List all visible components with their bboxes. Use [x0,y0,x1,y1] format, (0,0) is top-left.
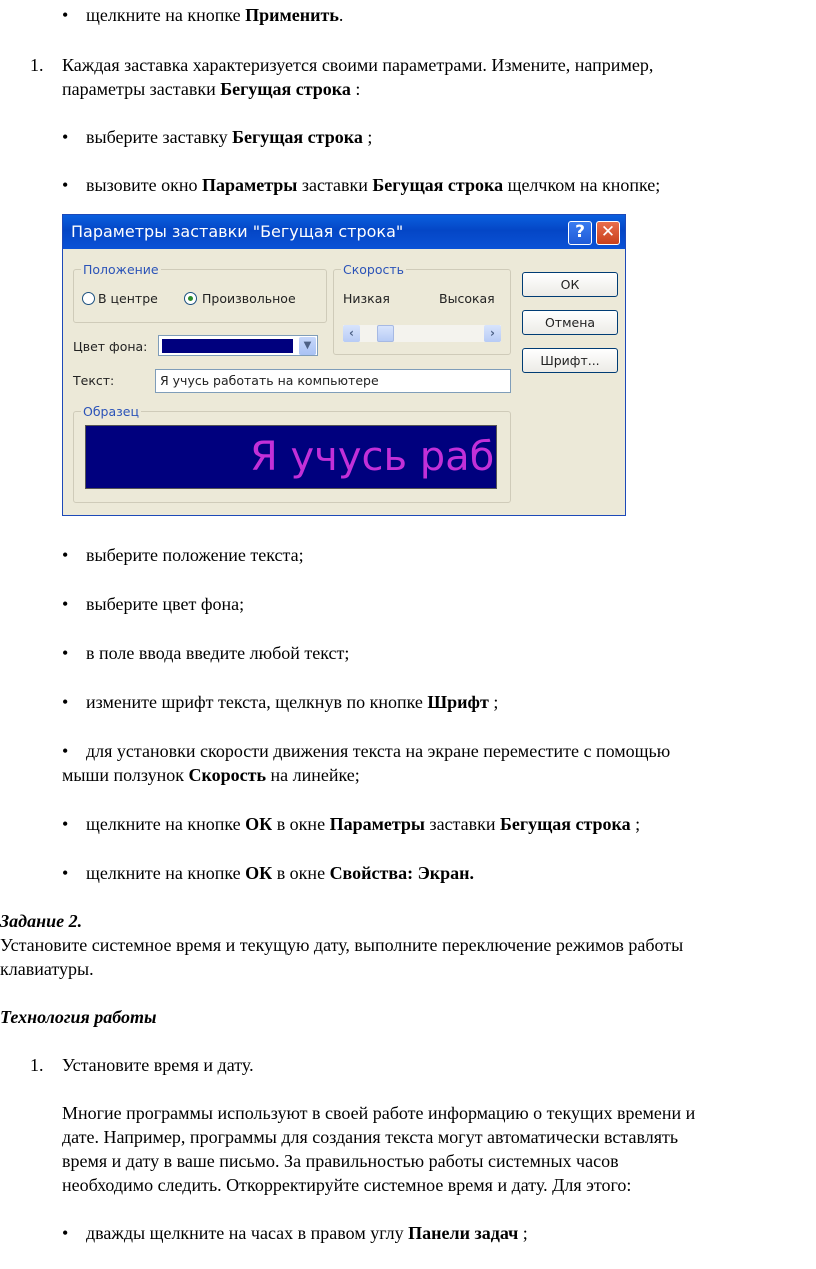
list-number: 1. [30,1055,44,1075]
item1-line2: параметры заставки Бегущая строка : [62,79,361,99]
help-button[interactable]: ? [568,221,592,245]
radio-free-label[interactable]: Произвольное [202,291,296,306]
cancel-button[interactable]: Отмена [522,310,618,335]
radio-center[interactable] [82,292,95,305]
screensaver-settings-dialog [62,214,626,516]
chevron-down-icon[interactable]: ▼ [299,337,316,355]
tech-heading: Технология работы [0,1007,157,1027]
bullet-symbol: • [62,643,69,663]
bullet-ok-params: щелкните на кнопке ОК в окне Параметры заставки Бегущая строка ; [86,814,641,834]
bullet-symbol: • [62,1223,69,1243]
bullet-symbol: • [62,741,69,761]
bullet-symbol: • [62,545,69,565]
bullet-position: выберите положение текста; [86,545,304,565]
speed-high-label: Высокая [439,291,495,306]
bullet-speed-line1: для установки скорости движения текста на экране переместите с помощью [86,741,671,761]
bullet-apply: щелкните на кнопке Применить. [86,5,344,25]
para-line: Многие программы используют в своей работе информацию о текущих времени и [62,1103,696,1123]
bullet-symbol: • [62,5,69,25]
para-line: необходимо следить. Откорректируйте системное время и дату. Для этого: [62,1175,632,1195]
speed-slider[interactable] [343,325,501,342]
list-number: 1. [30,55,44,75]
bg-color-label: Цвет фона: [73,339,148,354]
font-button[interactable]: Шрифт... [522,348,618,373]
bullet-ok-screen: щелкните на кнопке ОК в окне Свойства: Экран. [86,863,475,883]
bullet-speed-line2: мыши ползунок Скорость на линейке; [62,765,360,785]
speed-group-label: Скорость [343,262,405,277]
bullet-select-screensaver: выберите заставку Бегущая строка ; [86,127,373,147]
item2-title: Установите время и дату. [62,1055,254,1075]
task2-heading: Задание 2. [0,911,83,931]
text-label: Текст: [73,373,115,388]
bullet-symbol: • [62,175,69,195]
position-group-label: Положение [83,262,159,277]
sample-group-label: Образец [83,404,139,419]
dialog-titlebar[interactable] [63,215,625,249]
bullet-symbol: • [62,863,69,883]
text-input[interactable]: Я учусь работать на компьютере [155,369,511,393]
radio-free[interactable] [184,292,197,305]
item1-line1: Каждая заставка характеризуется своими параметрами. Измените, например, [62,55,654,75]
speed-group [333,269,511,355]
dialog-title: Параметры заставки "Бегущая строка" [71,222,404,241]
task2-line1: Установите системное время и текущую дату, выполните переключение режимов работы [0,935,684,955]
bullet-text: в поле ввода введите любой текст; [86,643,350,663]
radio-center-label[interactable]: В центре [98,291,158,306]
bullet-taskbar-clock: дважды щелкните на часах в правом углу Панели задач ; [86,1223,528,1243]
sample-preview-text: Я учусь раб [250,434,495,480]
bullet-open-params: вызовите окно Параметры заставки Бегущая строка щелчком на кнопке; [86,175,661,195]
ok-button[interactable]: ОК [522,272,618,297]
speed-slider-thumb[interactable] [377,325,394,342]
radio-selected-dot [188,296,193,301]
para-line: время и дату в ваше письмо. За правильностью работы системных часов [62,1151,619,1171]
bullet-font: измените шрифт текста, щелкнув по кнопке Шрифт ; [86,692,499,712]
para-line: дате. Например, программы для создания текста могут автоматически вставлять [62,1127,679,1147]
task2-line2: клавиатуры. [0,959,94,979]
bullet-symbol: • [62,692,69,712]
bullet-bg-color: выберите цвет фона; [86,594,245,614]
bullet-symbol: • [62,814,69,834]
bullet-symbol: • [62,594,69,614]
sample-preview [85,425,497,489]
bullet-symbol: • [62,127,69,147]
scroll-right-icon[interactable]: › [484,325,501,342]
close-button[interactable]: ✕ [596,221,620,245]
scroll-left-icon[interactable]: ‹ [343,325,360,342]
bg-color-select[interactable] [158,335,318,356]
bg-color-swatch [162,339,293,353]
speed-low-label: Низкая [343,291,390,306]
